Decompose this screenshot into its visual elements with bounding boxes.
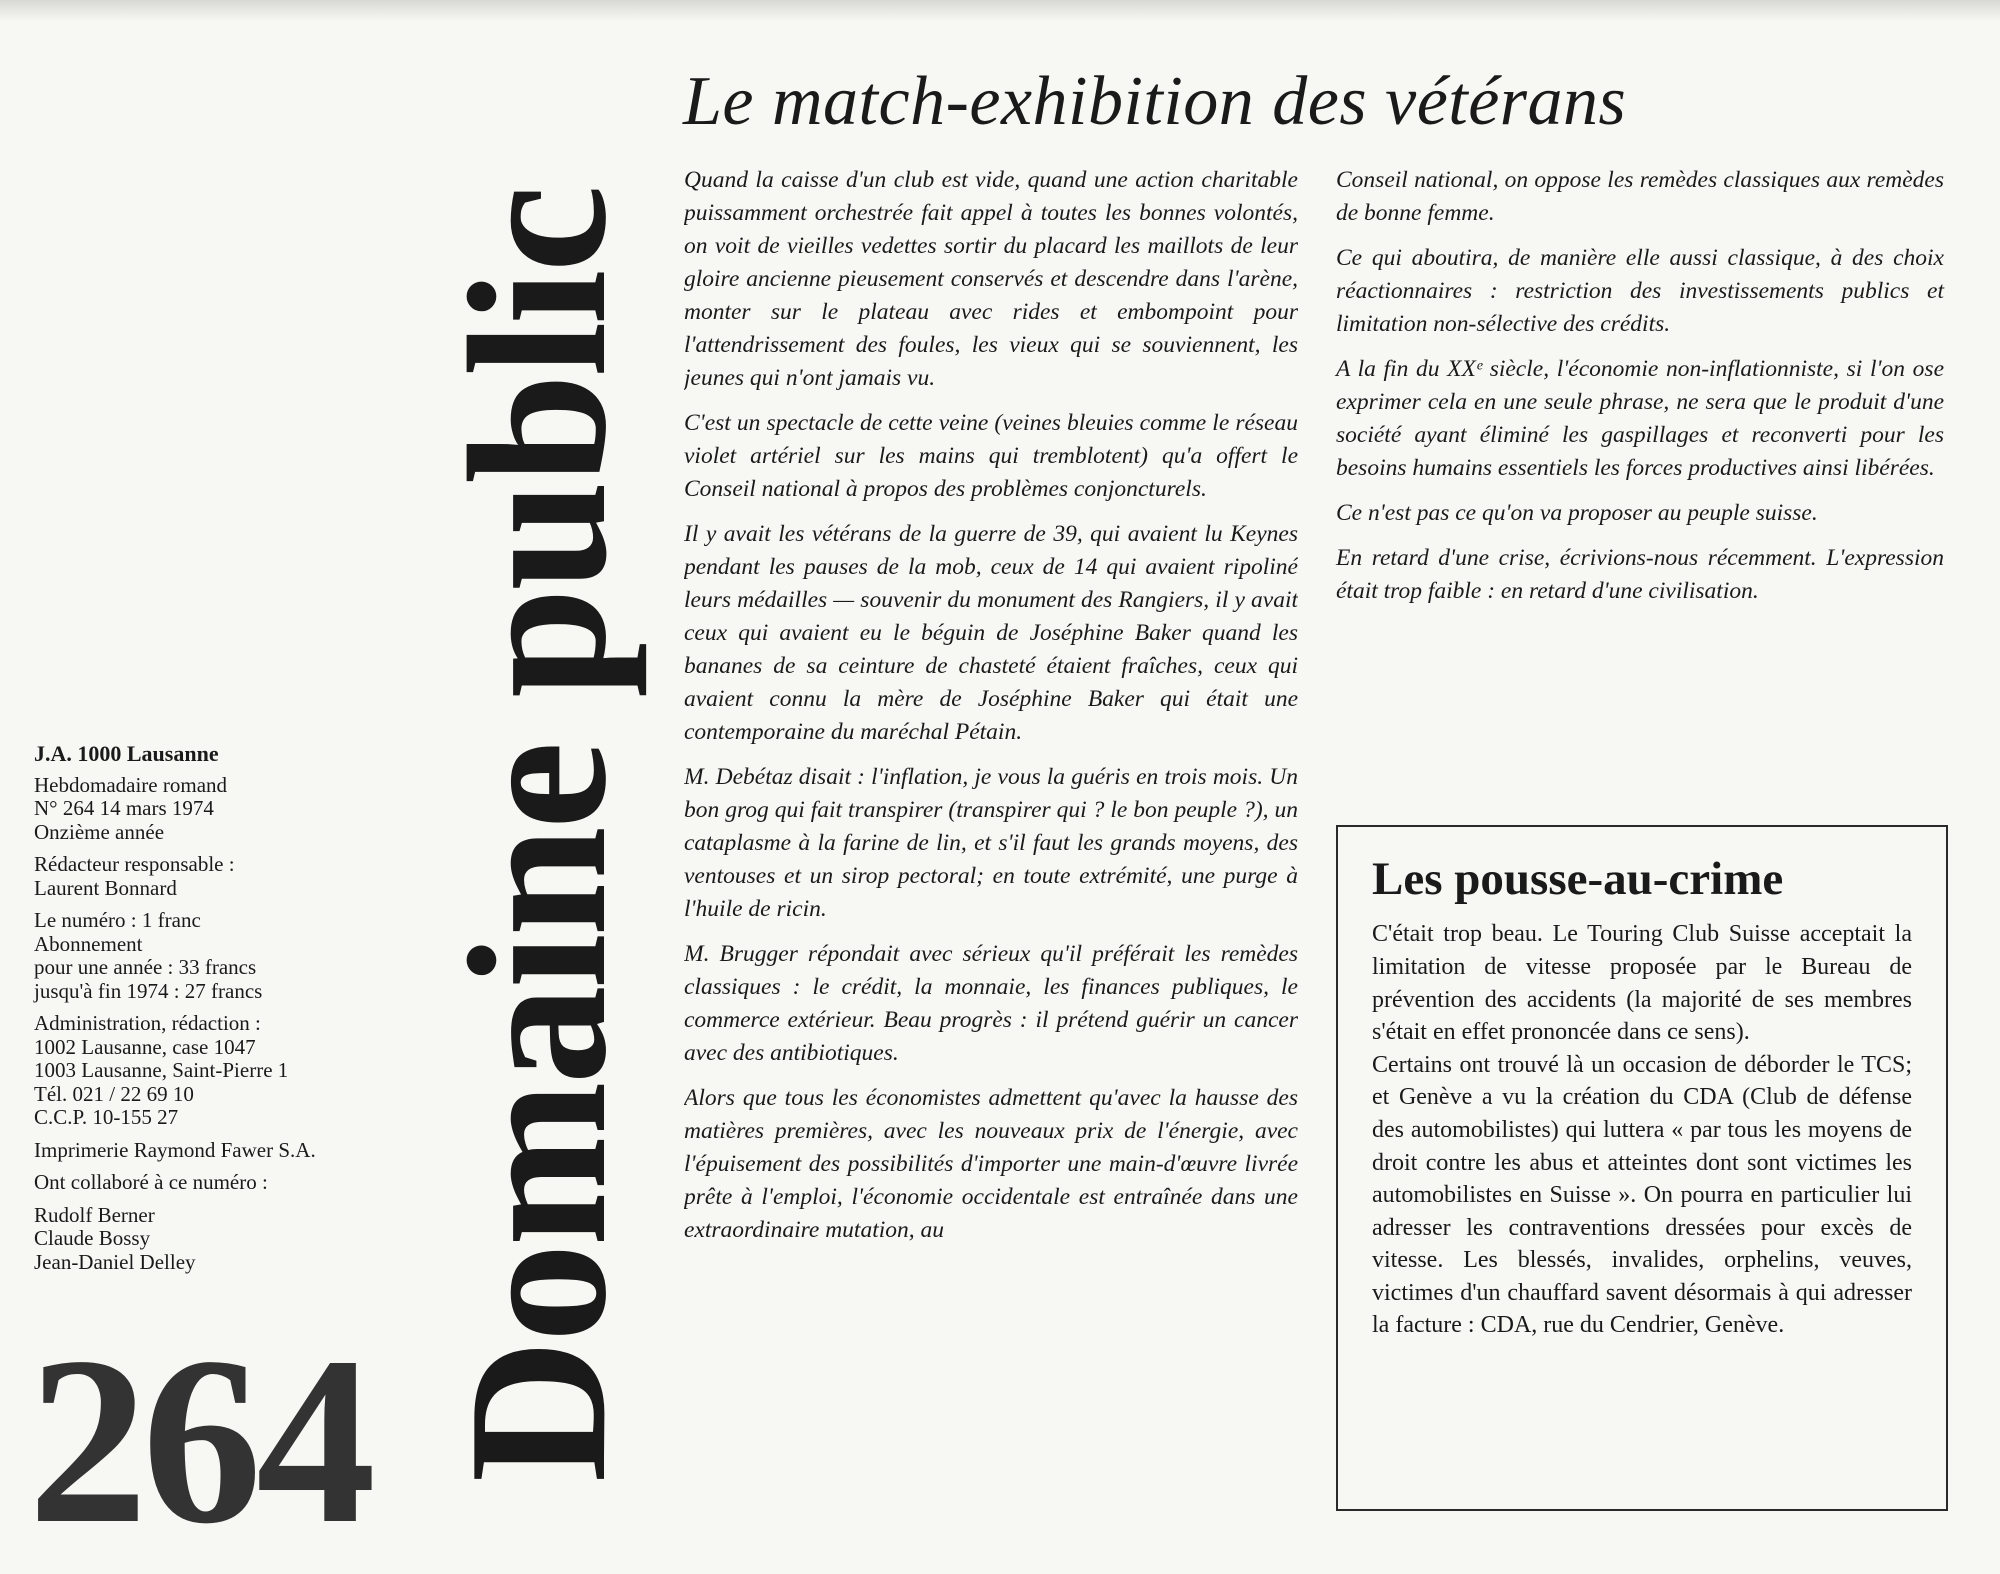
- editor-info: [34, 853, 424, 900]
- admin-info: [34, 1012, 424, 1130]
- pricing-info: [34, 909, 424, 1003]
- article-paragraph: A la fin du XXᵉ siècle, l'économie non-inflationniste, si l'on ose exprimer cela en une seule phrase, ne sera que le produit d'une société ayant éliminé les gaspillages et reconverti pour les besoins humains essentiels les forces productives ainsi libérées.: [1336, 356, 1944, 481]
- issue-number: 264: [28, 1307, 370, 1573]
- article-paragraph: Alors que tous les économistes admettent qu'avec la hausse des matières premières, avec les nouveaux prix de l'énergie, avec l'épuisement des possibilités d'importer une main-d'œuvre livrée prête à l'emploi, l'économie occidentale est entraînée dans une extraordinaire mutation, au: [684, 1085, 1298, 1243]
- boxed-article-paragraph: Certains ont trouvé là un occasion de déborder le TCS; et Genève a vu la création du CDA (Club de défense des automobilistes) qui luttera « par tous les moyens de droit contre les abus et atteintes dont sont victimes les automobilistes en Suisse ». On pourra en particulier lui adresser les contraventions dressées pour excès de vitesse. Les blessés, invalides, orphelins, veuves, victimes d'un chauffard savent désormais à qui adresser la facture : CDA, rue du Cendrier, Genève.: [1372, 1051, 1912, 1339]
- boxed-article-paragraph: C'était trop beau. Le Touring Club Suisse acceptait la limitation de vitesse proposée par le Bureau de prévention des accidents (la majorité de ses membres s'était en effet prononcée dans ce sens).: [1372, 921, 1912, 1046]
- publication-type: Hebdomadaire romand: [34, 772, 228, 797]
- boxed-article: [1336, 825, 1948, 1511]
- contributor: Jean-Daniel Delley: [34, 1249, 196, 1274]
- editor-name: Laurent Bonnard: [34, 875, 177, 900]
- price-until-end: jusqu'à fin 1974 : 27 francs: [34, 978, 263, 1003]
- page-top-edge: [0, 0, 2000, 22]
- price-year: pour une année : 33 francs: [34, 955, 257, 979]
- article-paragraph: Ce qui aboutira, de manière elle aussi classique, à des choix réactionnaires : restriction des investissements publics et limitation non-sélective des crédits.: [1336, 245, 1944, 337]
- article-paragraph: Il y avait les vétérans de la guerre de 39, qui avaient lu Keynes pendant les pauses de la mob, ceux de 14 qui avaient ripoliné leurs médailles — souvenir du monument des Rangiers, il y avait ceux qui avaient eu le béguin de Joséphine Baker quand les bananes de sa ceinture de chasteté étaient fraîches, ceux qui avaient connu la mère de Joséphine Baker qui était une contemporaine du maréchal Pétain.: [684, 521, 1298, 745]
- publication-details: [34, 774, 424, 845]
- article-column-2: [1336, 164, 1944, 620]
- admin-address-1: 1002 Lausanne, case 1047: [34, 1034, 256, 1059]
- article-paragraph: Ce n'est pas ce qu'on va proposer au peuple suisse.: [1336, 500, 1818, 526]
- article-paragraph: C'est un spectacle de cette veine (veines bleuies comme le réseau violet artériel sur les mains qui tremblotent) qu'a offert le Conseil national à propos des problèmes conjoncturels.: [684, 410, 1298, 502]
- contributor: Claude Bossy: [34, 1226, 151, 1250]
- article-paragraph: Quand la caisse d'un club est vide, quand une action charitable puissamment orchestrée fait appel à toutes les bonnes volontés, on voit de vieilles vedettes sortir du placard les maillots de leur gloire ancienne pieusement conservés et descendre dans l'arène, monter sur le plateau avec rides et embompoint pour l'attendrissement des foules, les vieux qui se souviennent, les jeunes qui n'ont jamais vu.: [684, 167, 1298, 391]
- article-paragraph: M. Debétaz disait : l'inflation, je vous la guéris en trois mois. Un bon grog qui fait transpirer (transpirer qui ? le bon peuple ?), un cataplasme à la farine de lin, et s'il faut les grands moyens, des ventouses et un sirop pectoral; en toute extrémité, une purge à l'huile de ricin.: [684, 764, 1298, 922]
- contributors-label: Ont collaboré à ce numéro :: [34, 1170, 268, 1194]
- admin-address-2: 1003 Lausanne, Saint-Pierre 1: [34, 1058, 289, 1082]
- price-single: Le numéro : 1 franc: [34, 908, 201, 932]
- contributors-list: [34, 1204, 424, 1275]
- issue-date: N° 264 14 mars 1974: [34, 796, 214, 820]
- boxed-article-title: Les pousse-au-crime: [1372, 853, 1784, 905]
- article-column-1: [684, 164, 1298, 1516]
- article-paragraph: En retard d'une crise, écrivions-nous récemment. L'expression était trop faible : en retard d'une civilisation.: [1336, 545, 1944, 604]
- admin-phone: Tél. 021 / 22 69 10: [34, 1081, 194, 1106]
- ja-line: J.A. 1000 Lausanne: [34, 741, 219, 766]
- editor-label: Rédacteur responsable :: [34, 852, 235, 876]
- contributor: Rudolf Berner: [34, 1202, 155, 1227]
- article-paragraph: Conseil national, on oppose les remèdes classiques aux remèdes de bonne femme.: [1336, 167, 1944, 226]
- publication-info: [34, 742, 424, 1283]
- admin-label: Administration, rédaction :: [34, 1011, 261, 1035]
- subscription-label: Abonnement: [34, 931, 143, 956]
- publication-year: Onzième année: [34, 819, 165, 844]
- masthead: [428, 150, 647, 1520]
- masthead-title: Domaine public: [428, 187, 647, 1483]
- admin-ccp: C.C.P. 10-155 27: [34, 1105, 179, 1129]
- article-headline: Le match-exhibition des vétérans: [683, 63, 1627, 140]
- article-paragraph: M. Brugger répondait avec sérieux qu'il préférait les remèdes classiques : le crédit, la monnaie, les finances publiques, le commerce extérieur. Beau progrès : il prétend guérir un cancer avec des antibiotiques.: [684, 941, 1298, 1066]
- printer-info: Imprimerie Raymond Fawer S.A.: [34, 1137, 316, 1162]
